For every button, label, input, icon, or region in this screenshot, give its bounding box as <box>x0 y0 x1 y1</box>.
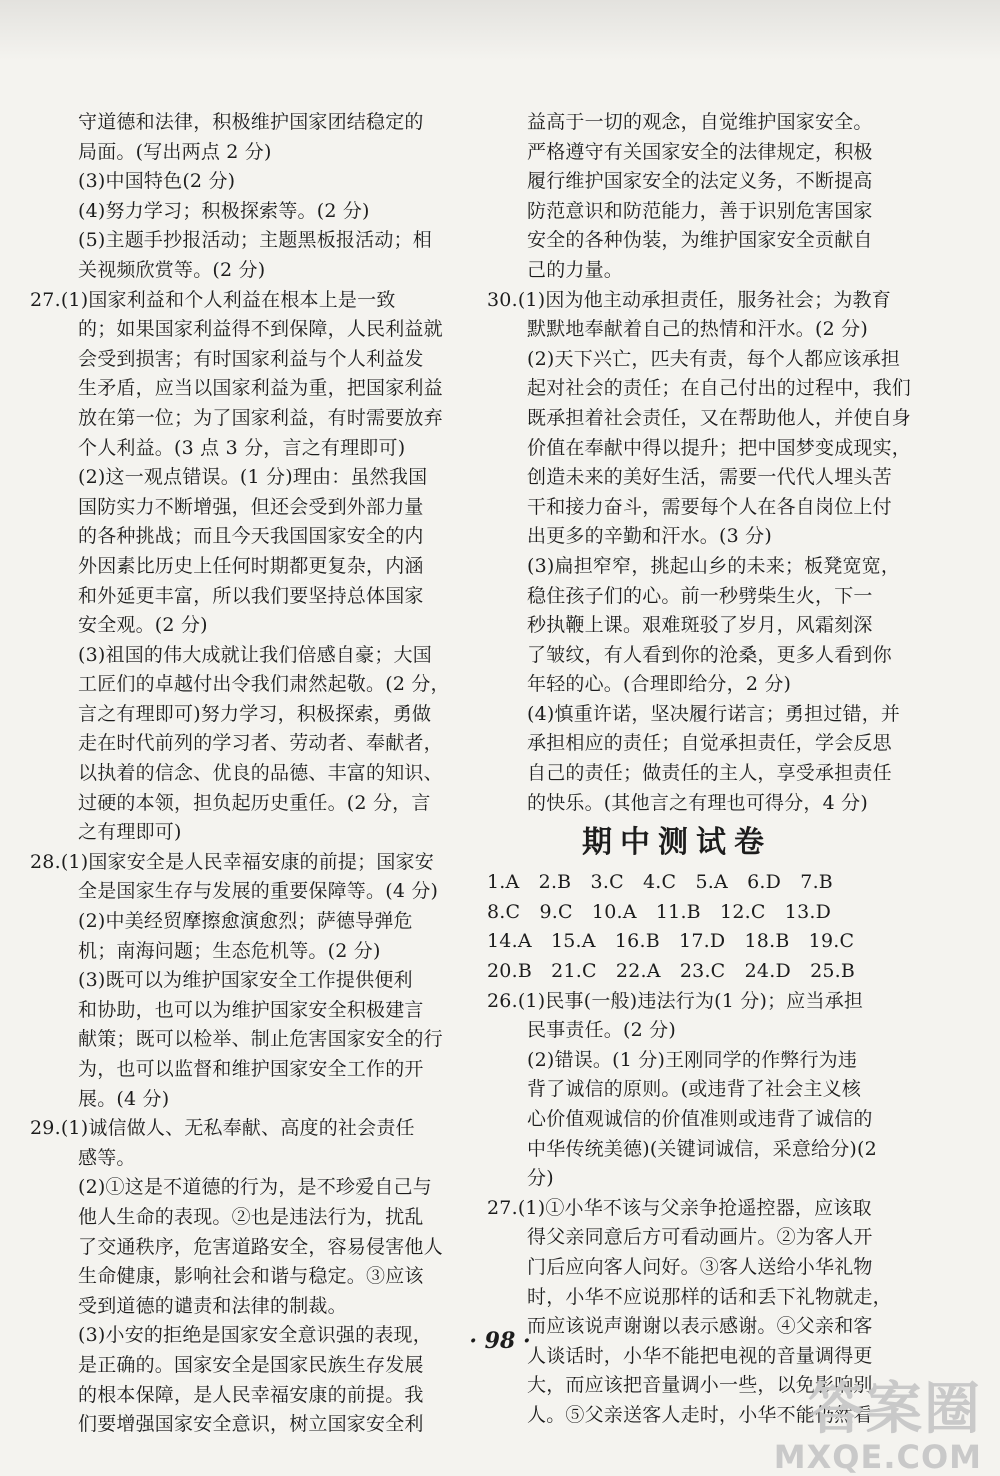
text-line: 之有理即可) <box>78 821 182 844</box>
text-line: 己的力量。 <box>527 258 624 281</box>
text-line: 而应该说声谢谢以表示感谢。④父亲和客 <box>527 1315 873 1338</box>
text-line: 生命健康，影响社会和谐与稳定。③应该 <box>78 1265 424 1288</box>
text-line: 会受到损害；有时国家利益与个人利益发 <box>78 347 424 370</box>
text-line: 民事责任。(2 分) <box>527 1019 676 1042</box>
text-line: 守道德和法律，积极维护国家团结稳定的 <box>78 111 424 133</box>
text-line: 门后应向客人问好。③客人送给小华礼物 <box>527 1255 873 1278</box>
text-line: 的快乐。(其他言之有理也可得分，4 分) <box>527 791 868 814</box>
text-line: 时，小华不应说那样的话和丢下礼物就走， <box>527 1285 892 1308</box>
watermark-url: MXQE.COM <box>773 1438 982 1476</box>
text-line: (3)扁担窄窄，挑起山乡的未来；板凳宽宽， <box>527 554 901 577</box>
text-line: (3)祖国的伟大成就让我们倍感自豪；大国 <box>78 643 432 666</box>
text-line: 30.(1)因为他主动承担责任，服务社会；为教育 <box>487 288 891 311</box>
text-line: 走在时代前列的学习者、劳动者、奉献者， <box>78 732 443 755</box>
text-line: (4)努力学习；积极探索等。(2 分) <box>78 199 370 222</box>
text-line: 承担相应的责任；自觉承担责任，学会反思 <box>527 732 892 755</box>
text-line: 稳住孩子们的心。前一秒劈柴生火，下一 <box>527 584 873 607</box>
page-number: · 98 · <box>469 1328 531 1354</box>
text-line: (4)慎重许诺，坚决履行诺言；勇担过错，并 <box>527 702 901 725</box>
text-line: 的根本保障，是人民幸福安康的前提。我 <box>78 1383 424 1406</box>
text-line: 生矛盾，应当以国家利益为重，把国家利益 <box>78 377 443 400</box>
text-line: 和外延更丰富，所以我们要坚持总体国家 <box>78 584 424 607</box>
watermark-text: 答案圈 <box>808 1377 982 1442</box>
text-line: 默默地奉献着自己的热情和汗水。(2 分) <box>527 318 868 341</box>
text-line: 他人生命的表现。②也是违法行为，扰乱 <box>78 1205 424 1228</box>
text-line: 个人利益。(3 点 3 分，言之有理即可) <box>78 436 406 459</box>
text-line: 工匠们的卓越付出令我们肃然起敬。(2 分， <box>78 673 450 696</box>
text-line: (2)错误。(1 分)王刚同学的作弊行为违 <box>527 1048 858 1071</box>
text-line: 以执着的信念、优良的品德、丰富的知识、 <box>78 762 443 785</box>
text-line: 和协助，也可以为维护国家安全积极建言 <box>78 998 424 1021</box>
text-line: 价值在奉献中得以提升；把中国梦变成现实， <box>527 436 912 459</box>
text-line: 27.(1)①小华不该与父亲争抢遥控器，应该取 <box>487 1196 872 1219</box>
text-line: 的；如果国家利益得不到保障，人民利益就 <box>78 318 443 341</box>
text-line: 1.A 2.B 3.C 4.C 5.A 6.D 7.B <box>487 871 833 894</box>
text-line: (5)主题手抄报活动；主题黑板报活动；相 <box>78 229 432 252</box>
text-line: 大，而应该把音量调小一些，以免影响别 <box>527 1374 873 1397</box>
text-line: 外因素比历史上任何时期都更复杂，内涵 <box>78 554 424 577</box>
text-line: 自己的责任；做责任的主人，享受承担责任 <box>527 762 892 785</box>
text-line: (2)中美经贸摩擦愈演愈烈；萨德导弹危 <box>78 910 413 933</box>
right-column-answers-top <box>487 108 912 818</box>
text-line: 20.B 21.C 22.A 23.C 24.D 25.B <box>487 960 856 983</box>
text-line: 展。(4 分) <box>78 1087 170 1110</box>
text-line: 创造未来的美好生活，需要一代代人埋头苦 <box>527 466 892 489</box>
text-line: 是正确的。国家安全是国家民族生存发展 <box>78 1353 424 1376</box>
left-column <box>30 108 450 1440</box>
text-line: 严格遵守有关国家安全的法律规定，积极 <box>527 140 873 163</box>
text-line: 关视频欣赏等。(2 分) <box>78 258 266 281</box>
text-line: 了交通秩序，危害道路安全，容易侵害他人 <box>78 1235 443 1258</box>
text-line: 为，也可以监督和维护国家安全工作的开 <box>78 1058 424 1080</box>
text-line: 受到道德的谴责和法律的制裁。 <box>78 1294 347 1317</box>
text-line: 的各种挑战；而且今天我国国家安全的内 <box>78 525 424 548</box>
text-line: (2)这一观点错误。(1 分)理由：虽然我国 <box>78 466 428 489</box>
text-line: 人。⑤父亲送客人走时，小华不能仍然看 <box>527 1403 873 1426</box>
text-line: 局面。(写出两点 2 分) <box>78 140 272 163</box>
text-line: 年轻的心。(合理即给分，2 分) <box>527 673 792 696</box>
text-line: 心价值观诚信的价值准则或违背了诚信的 <box>527 1108 873 1130</box>
text-line: 中华传统美德)(关键词诚信，采意给分)(2 <box>527 1137 877 1160</box>
text-line: (3)中国特色(2 分) <box>78 170 236 193</box>
text-line: 8.C 9.C 10.A 11.B 12.C 13.D <box>487 900 832 923</box>
text-line: 益高于一切的观念，自觉维护国家安全。 <box>527 111 873 133</box>
text-line: 言之有理即可)努力学习，积极探索，勇做 <box>78 702 432 725</box>
scan-shadow <box>0 0 1000 60</box>
text-line: 分) <box>527 1167 554 1190</box>
text-line: 国防实力不断增强，但还会受到外部力量 <box>78 495 424 518</box>
text-line: (3)既可以为维护国家安全工作提供便利 <box>78 969 413 992</box>
text-line: 29.(1)诚信做人、无私奉献、高度的社会责任 <box>30 1117 415 1140</box>
text-line: 得父亲同意后方可看动画片。②为客人开 <box>527 1226 873 1249</box>
text-line: 放在第一位；为了国家利益，有时需要放弃 <box>78 406 443 429</box>
text-line: 人谈话时，小华不能把电视的音量调得更 <box>527 1344 873 1367</box>
text-line: (2)①这是不道德的行为，是不珍爱自己与 <box>78 1176 432 1199</box>
text-line: 们要增强国家安全意识，树立国家安全利 <box>78 1413 424 1436</box>
text-line: (3)小安的拒绝是国家安全意识强的表现， <box>78 1324 432 1347</box>
text-line: 履行维护国家安全的法定义务，不断提高 <box>527 170 873 193</box>
text-line: (2)天下兴亡，匹夫有责，每个人都应该承担 <box>527 347 901 370</box>
text-line: 27.(1)国家利益和个人利益在根本上是一致 <box>30 288 396 311</box>
text-line: 干和接力奋斗，需要每个人在各自岗位上付 <box>527 495 892 518</box>
text-line: 感等。 <box>78 1146 136 1169</box>
text-line: 了皱纹，有人看到你的沧桑，更多人看到你 <box>527 643 892 666</box>
text-line: 安全的各种伪装，为维护国家安全贡献自 <box>527 229 873 252</box>
text-line: 安全观。(2 分) <box>78 614 208 637</box>
text-line: 机；南海问题；生态危机等。(2 分) <box>78 939 381 962</box>
text-line: 出更多的辛勤和汗水。(3 分) <box>527 525 772 548</box>
watermark-logo <box>773 1377 982 1476</box>
text-line: 起对社会的责任；在自己付出的过程中，我们 <box>527 377 912 400</box>
text-line: 防范意识和防范能力，善于识别危害国家 <box>527 199 873 222</box>
right-column <box>487 108 912 1431</box>
text-line: 26.(1)民事(一般)违法行为(1 分)；应当承担 <box>487 989 864 1012</box>
text-line: 全是国家生存与发展的重要保障等。(4 分) <box>78 880 439 903</box>
text-line: 既承担着社会责任，又在帮助他人，并使自身 <box>527 406 912 429</box>
text-line: 背了诚信的原则。(或违背了社会主义核 <box>527 1078 862 1101</box>
text-line: 献策；既可以检举、制止危害国家安全的行 <box>78 1028 443 1051</box>
text-line: 秒执鞭上课。艰难斑驳了岁月，风霜刻深 <box>527 614 873 637</box>
text-line: 过硬的本领，担负起历史重任。(2 分，言 <box>78 791 431 814</box>
section-title: 期中测试卷 <box>582 825 772 861</box>
text-line: 14.A 15.A 16.B 17.D 18.B 19.C <box>487 930 855 953</box>
text-line: 28.(1)国家安全是人民幸福安康的前提；国家安 <box>30 850 434 873</box>
